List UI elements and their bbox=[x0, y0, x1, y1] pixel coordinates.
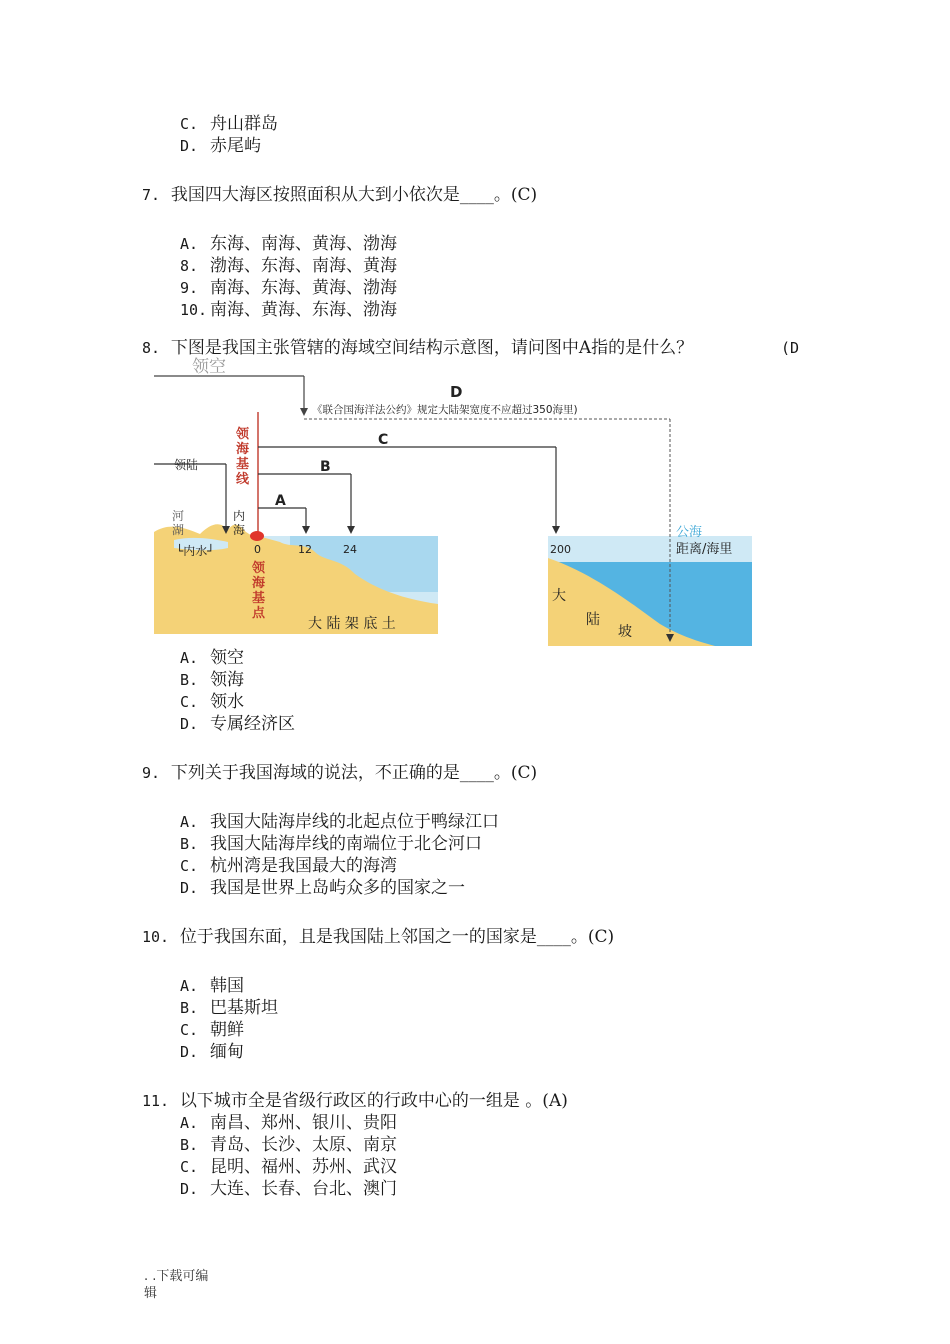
tick-12: 12 bbox=[298, 543, 312, 556]
option-d: D. 我国是世界上岛屿众多的国家之一 bbox=[180, 878, 465, 898]
question-7: 7. 我国四大海区按照面积从大到小依次是____。(C) bbox=[142, 185, 538, 205]
zone-c-letter: C bbox=[378, 432, 389, 448]
option-b: B. 我国大陆海岸线的南端位于北仑河口 bbox=[180, 834, 482, 854]
footer-text: . .下载可编 bbox=[144, 1269, 209, 1284]
zone-b-letter: B bbox=[320, 459, 331, 475]
svg-text:领: 领 bbox=[236, 427, 250, 442]
inland-sea-label bbox=[233, 508, 245, 537]
option-c: 9. 南海、东海、黄海、渤海 bbox=[180, 278, 397, 298]
inland-water-label: └内水┘ bbox=[176, 544, 215, 558]
svg-text:陆: 陆 bbox=[586, 612, 600, 628]
option-d: D. 专属经济区 bbox=[180, 714, 295, 734]
tick-200: 200 bbox=[550, 543, 571, 556]
airspace-label: 领空 bbox=[192, 357, 226, 377]
question-11: 11. 以下城市全是省级行政区的行政中心的一组是 。(A) bbox=[142, 1091, 568, 1111]
option-c: C. 昆明、福州、苏州、武汉 bbox=[180, 1157, 397, 1177]
tick-24: 24 bbox=[343, 543, 357, 556]
svg-text:内: 内 bbox=[233, 509, 246, 523]
option-c: C. 杭州湾是我国最大的海湾 bbox=[180, 856, 397, 876]
option-d: D. 缅甸 bbox=[180, 1042, 244, 1062]
option-d: 10. 南海、黄海、东海、渤海 bbox=[180, 300, 397, 320]
option-b: B. 巴基斯坦 bbox=[180, 998, 278, 1018]
question-9: 9. 下列关于我国海域的说法，不正确的是____。(C) bbox=[142, 763, 538, 783]
baseline-point-label bbox=[251, 560, 266, 621]
option-c: C. 舟山群岛 bbox=[180, 114, 278, 134]
tick-0: 0 bbox=[254, 543, 261, 556]
option-a: A. 领空 bbox=[180, 648, 244, 668]
option-b: B. 青岛、长沙、太原、南京 bbox=[180, 1135, 397, 1155]
maritime-zones-diagram bbox=[140, 352, 760, 650]
svg-text:基: 基 bbox=[236, 457, 250, 472]
footer-text: 辑 bbox=[144, 1286, 158, 1301]
question-8-answer: (D bbox=[781, 339, 800, 357]
shelf-subsoil-label: 大 陆 架 底 土 bbox=[308, 616, 396, 632]
svg-text:点: 点 bbox=[252, 606, 266, 621]
option-b: 8. 渤海、东海、南海、黄海 bbox=[180, 256, 397, 276]
option-d: D. 赤尾屿 bbox=[180, 136, 261, 156]
option-c: C. 朝鲜 bbox=[180, 1020, 244, 1040]
option-a: A. 东海、南海、黄海、渤海 bbox=[180, 234, 397, 254]
svg-text:湖: 湖 bbox=[172, 523, 185, 537]
svg-text:海: 海 bbox=[236, 442, 250, 457]
option-c: C. 领水 bbox=[180, 692, 244, 712]
svg-text:基: 基 bbox=[252, 591, 266, 606]
option-a: A. 韩国 bbox=[180, 976, 244, 996]
baseline-label bbox=[235, 426, 250, 487]
river-lake-label bbox=[172, 509, 184, 537]
svg-text:海: 海 bbox=[252, 576, 266, 591]
baseline-point-marker bbox=[250, 531, 264, 541]
option-d: D. 大连、长春、台北、澳门 bbox=[180, 1179, 397, 1199]
svg-text:海: 海 bbox=[233, 523, 246, 537]
question-10: 10. 位于我国东面，且是我国陆上邻国之一的国家是____。(C) bbox=[142, 927, 615, 947]
option-b: B. 领海 bbox=[180, 670, 244, 690]
option-a: A. 我国大陆海岸线的北起点位于鸭绿江口 bbox=[180, 812, 499, 832]
svg-text:大: 大 bbox=[552, 588, 566, 604]
option-a: A. 南昌、郑州、银川、贵阳 bbox=[180, 1113, 397, 1133]
distance-unit-label: 距离/海里 bbox=[676, 542, 733, 557]
svg-text:坡: 坡 bbox=[618, 624, 632, 640]
convention-note: 《联合国海洋法公约》规定大陆架宽度不应超过350海里) bbox=[312, 404, 578, 416]
svg-text:线: 线 bbox=[236, 472, 250, 487]
svg-text:领: 领 bbox=[252, 561, 266, 576]
question-8: 8. 下图是我国主张管辖的海域空间结构示意图，请问图中A指的是什么？ bbox=[142, 338, 694, 358]
zone-a-letter: A bbox=[275, 493, 286, 509]
high-seas-label: 公海 bbox=[676, 525, 703, 540]
svg-text:河: 河 bbox=[172, 509, 185, 523]
land-label: 领陆 bbox=[174, 458, 199, 472]
zone-d-letter: D bbox=[450, 383, 463, 401]
